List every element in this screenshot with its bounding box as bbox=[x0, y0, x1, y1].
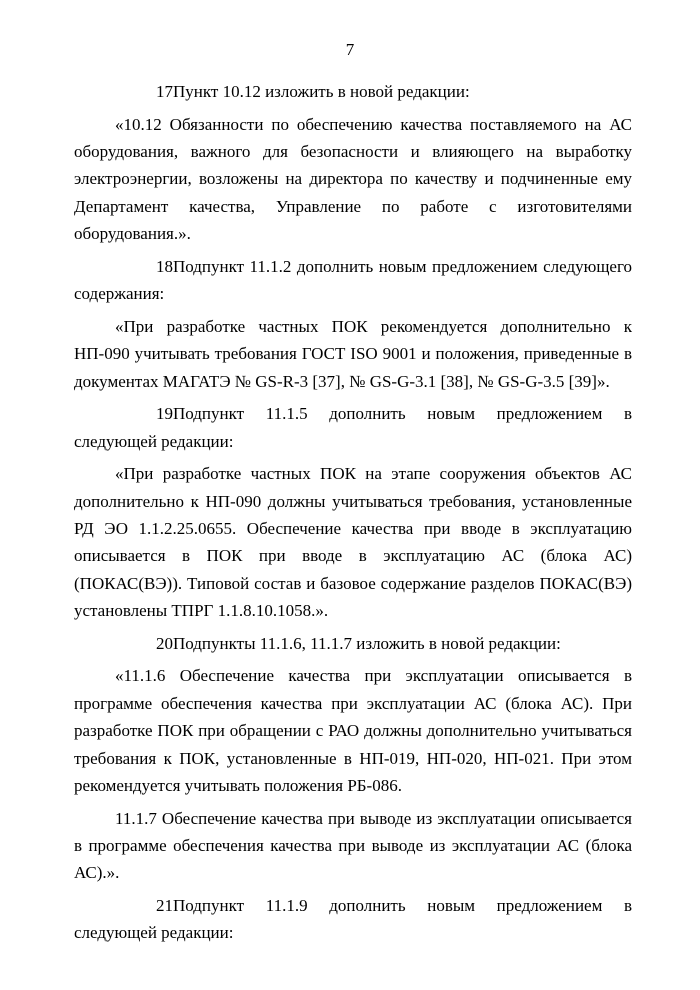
paragraph-text: Подпункт 11.1.2 дополнить новым предложением следующего содержания: bbox=[74, 256, 632, 304]
paragraph-text: «При разработке частных ПОК на этапе сооружения объектов АС дополнительно к НП-090 должны учитываться требования, установленные РД ЭО 1.1.2.25.0655. Обеспечение качества при вводе в эксплуатацию описывается в ПОК при вводе в эксплуатацию АС (блока АС) (ПОКАС(ВЭ)). Типовой состав и базовое содержание разделов ПОКАС(ВЭ) установлены ТПРГ 1.1.8.10.1058.». bbox=[74, 464, 632, 621]
item-number: 19 bbox=[156, 404, 173, 424]
paragraph-item-20 bbox=[74, 630, 632, 657]
paragraph-text: «При разработке частных ПОК рекомендуется дополнительно к НП-090 учитывать требования ГОСТ ISO 9001 и положения, приведенные в документах МАГАТЭ № GS-R-3 [37], № GS-G-3.1 [38], № GS-G-3.5 [39]». bbox=[74, 316, 632, 391]
document-body bbox=[74, 78, 632, 947]
paragraph-quote-pok bbox=[74, 313, 632, 395]
page-number: 7 bbox=[345, 40, 355, 59]
paragraph-text: «10.12 Обязанности по обеспечению качества поставляемого на АС оборудования, важного для безопасности и влияющего на выработку электроэнергии, возложены на директора по качеству и подчиненные ему Департамент качества, Управление по работе с изготовителями оборудования.». bbox=[74, 114, 632, 244]
paragraph-text: Подпункт 11.1.5 дополнить новым предложением в следующей редакции: bbox=[74, 404, 632, 451]
paragraph-text: Пункт 10.12 изложить в новой редакции: bbox=[173, 82, 470, 101]
paragraph-item-19 bbox=[74, 400, 632, 455]
paragraph-item-17 bbox=[74, 78, 632, 105]
paragraph-text: Подпункты 11.1.6, 11.1.7 изложить в новой редакции: bbox=[173, 633, 561, 653]
paragraph-text: «11.1.6 Обеспечение качества при эксплуатации описывается в программе обеспечения качества при эксплуатации АС (блока АС). При разработке ПОК при обращении с РАО должны дополнительно учитываться требования к ПОК, установленные в НП-019, НП-020, НП-021. При этом рекомендуется учитывать положения РБ-086. bbox=[74, 666, 632, 796]
paragraph-quote-10-12 bbox=[74, 111, 632, 248]
item-number: 21 bbox=[156, 896, 173, 916]
paragraph-item-21 bbox=[74, 892, 632, 947]
item-number: 17 bbox=[156, 82, 173, 101]
paragraph-quote-11-1-6 bbox=[74, 662, 632, 799]
item-number: 20 bbox=[156, 633, 173, 653]
paragraph-text: Подпункт 11.1.9 дополнить новым предложением в следующей редакции: bbox=[74, 896, 632, 943]
item-number: 18 bbox=[156, 256, 173, 276]
paragraph-text: 11.1.7 Обеспечение качества при выводе из эксплуатации описывается в программе обеспечения качества при выводе из эксплуатации АС (блока АС).». bbox=[74, 808, 632, 883]
paragraph-quote-construction bbox=[74, 460, 632, 624]
paragraph-item-18 bbox=[74, 253, 632, 308]
paragraph-quote-11-1-7 bbox=[74, 805, 632, 887]
